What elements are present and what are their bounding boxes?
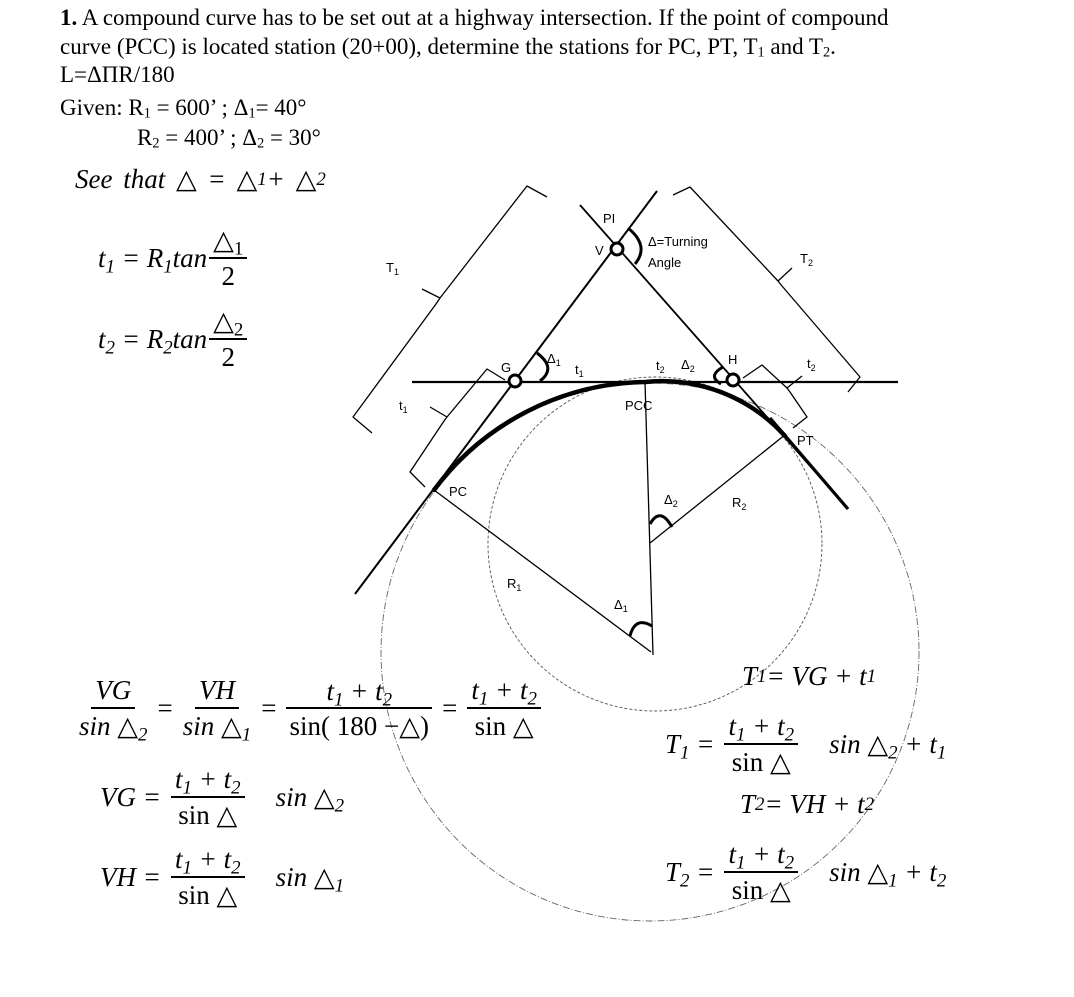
text: + t bbox=[745, 839, 785, 869]
text: = 40° bbox=[255, 95, 307, 120]
t1-lhs bbox=[98, 242, 208, 278]
text: Δ bbox=[681, 357, 690, 372]
label-t1-left bbox=[399, 398, 408, 415]
text: t bbox=[98, 323, 106, 354]
text: T bbox=[740, 789, 756, 819]
text: = bbox=[689, 856, 715, 887]
T1-tail bbox=[829, 728, 947, 764]
node-G bbox=[509, 375, 521, 387]
label-PI: PI bbox=[603, 211, 616, 226]
subscript: 2 bbox=[807, 258, 813, 268]
text: t bbox=[174, 844, 183, 874]
text: t bbox=[174, 764, 183, 794]
text: = bbox=[689, 728, 715, 759]
t2-lhs bbox=[98, 323, 208, 359]
subscript: 1 bbox=[393, 267, 399, 277]
arc-length-formula: L=ΔΠR/180 bbox=[60, 62, 175, 87]
numerator bbox=[724, 838, 798, 873]
T1-expression bbox=[665, 710, 946, 779]
problem-number: 1. bbox=[60, 5, 78, 30]
subscript: 2 bbox=[257, 135, 265, 152]
text: tan bbox=[172, 323, 208, 354]
T2-lhs bbox=[665, 856, 715, 892]
denominator: sin △ bbox=[731, 875, 791, 906]
subscript: 2 bbox=[689, 364, 695, 374]
label-V: V bbox=[595, 243, 604, 258]
bracket-T1 bbox=[353, 186, 547, 433]
text: and T bbox=[764, 34, 824, 59]
subscript: 1 bbox=[680, 742, 690, 764]
subscript: 1 bbox=[888, 870, 898, 892]
text: See that △ = △ bbox=[75, 164, 258, 194]
vh-equation bbox=[100, 843, 344, 912]
text: Given: R bbox=[60, 95, 144, 120]
radius-to-pcc bbox=[645, 382, 653, 655]
denominator: sin △ bbox=[178, 880, 238, 911]
equals-sign: = bbox=[442, 692, 458, 723]
subscript: 2 bbox=[936, 870, 947, 892]
label-delta1-at-G bbox=[547, 351, 561, 368]
text: = 400’ ; Δ bbox=[159, 125, 258, 150]
subscript: 2 bbox=[888, 742, 898, 764]
text: = 600’ ; Δ bbox=[150, 95, 249, 120]
vg-lhs: VG = bbox=[100, 781, 161, 812]
subscript: 2 bbox=[823, 44, 831, 61]
see-that-equation: See that △ = △ 1 + △ 2 bbox=[75, 164, 326, 194]
label-delta2-center bbox=[664, 492, 678, 509]
vg-equation bbox=[100, 763, 344, 832]
turning-angle-arc bbox=[628, 228, 641, 264]
label-PCC: PCC bbox=[625, 398, 653, 413]
subscript: 2 bbox=[527, 688, 537, 710]
text: R bbox=[507, 576, 517, 591]
text: T bbox=[665, 728, 681, 759]
compound-curve bbox=[434, 381, 785, 490]
text: sin △ bbox=[275, 781, 335, 812]
subscript: 1 bbox=[143, 105, 151, 122]
subscript: 1 bbox=[478, 688, 489, 710]
subscript: 1 bbox=[333, 689, 344, 711]
text: = R bbox=[114, 242, 164, 273]
text: t bbox=[326, 675, 334, 706]
text: t bbox=[728, 839, 736, 869]
label-T1 bbox=[386, 260, 399, 277]
fraction-sum-over-sin-delta bbox=[467, 674, 541, 743]
numerator bbox=[724, 710, 798, 745]
subscript: 2 bbox=[659, 365, 665, 375]
text: T bbox=[665, 856, 681, 887]
subscript: 1 bbox=[735, 852, 746, 874]
vg-multiplier bbox=[275, 781, 345, 817]
text: + t bbox=[745, 711, 785, 741]
node-H bbox=[727, 374, 739, 386]
label-T2 bbox=[800, 251, 813, 268]
text: sin △ bbox=[829, 728, 889, 759]
text: △ bbox=[213, 225, 234, 255]
label-turning-angle: Δ=Turning bbox=[648, 234, 708, 249]
text: t bbox=[575, 362, 579, 377]
subscript: 2 bbox=[784, 852, 795, 874]
fraction bbox=[209, 224, 247, 293]
numerator bbox=[467, 674, 541, 709]
denominator bbox=[182, 709, 252, 747]
denominator: sin △ bbox=[474, 711, 534, 742]
subscript: 2 bbox=[741, 502, 747, 512]
subscript: 2 bbox=[680, 870, 690, 892]
subscript: 2 bbox=[784, 724, 795, 746]
text: + t bbox=[897, 856, 937, 887]
fraction-vh-over-sin-delta1 bbox=[182, 674, 252, 747]
subscript: 2 bbox=[334, 795, 345, 817]
text: T bbox=[386, 260, 394, 275]
fraction-sum-over-sin-180-minus-delta bbox=[286, 675, 432, 743]
node-V bbox=[611, 243, 623, 255]
text: = R bbox=[114, 323, 164, 354]
text: = 30° bbox=[264, 125, 321, 150]
label-PT: PT bbox=[797, 433, 814, 448]
text: t bbox=[728, 711, 736, 741]
text: tan bbox=[172, 242, 208, 273]
text: T bbox=[800, 251, 808, 266]
text: + t bbox=[191, 764, 232, 794]
denominator: sin △ bbox=[731, 747, 791, 778]
equals-sign: = bbox=[261, 692, 277, 723]
text: T bbox=[742, 661, 758, 691]
fraction-vg-over-sin-delta2 bbox=[79, 674, 148, 747]
label-R1 bbox=[507, 576, 521, 593]
angle-arc-delta2-center bbox=[650, 516, 672, 527]
subscript: 1 bbox=[248, 105, 256, 122]
text: = VG + t bbox=[766, 661, 867, 691]
subscript: 1 bbox=[182, 777, 192, 799]
label-delta1-center bbox=[614, 597, 628, 614]
text: sin △ bbox=[182, 711, 242, 742]
subscript: 2 bbox=[163, 337, 173, 359]
T2-definition: T 2 = VH + t 2 bbox=[740, 789, 875, 819]
text: t bbox=[656, 358, 660, 373]
subscript: 1 bbox=[735, 724, 746, 746]
t1-equation bbox=[98, 224, 252, 293]
denominator: 2 bbox=[221, 261, 236, 292]
label-H: H bbox=[728, 352, 738, 367]
fraction bbox=[171, 843, 245, 912]
fraction bbox=[724, 710, 798, 779]
subscript: 1 bbox=[402, 405, 408, 415]
fraction bbox=[724, 838, 798, 907]
numerator bbox=[209, 224, 247, 259]
subscript: 1 bbox=[241, 725, 252, 747]
T1-definition: T 1 = VG + t 1 bbox=[742, 661, 877, 691]
text: Δ bbox=[664, 492, 673, 507]
subscript: 2 bbox=[382, 689, 393, 711]
text: + t bbox=[897, 728, 937, 759]
subscript: 2 bbox=[810, 363, 816, 373]
label-PC: PC bbox=[449, 484, 468, 499]
text: + t bbox=[191, 844, 232, 874]
label-delta2-at-H bbox=[681, 357, 695, 374]
label-t2-near-PCC bbox=[656, 358, 665, 375]
bracket-t1 bbox=[410, 369, 505, 487]
T2-tail bbox=[829, 856, 947, 892]
text: + t bbox=[488, 675, 528, 705]
problem-text: A compound curve has to be set out at a highway intersection. If the point of compound bbox=[77, 5, 889, 30]
denominator: 2 bbox=[221, 342, 236, 373]
T2-expression bbox=[665, 838, 946, 907]
subscript: 2 bbox=[105, 337, 115, 359]
label-t2-right bbox=[807, 356, 816, 373]
text: sin △ bbox=[79, 711, 139, 742]
subscript: 1 bbox=[578, 369, 584, 379]
subscript: 2 bbox=[672, 499, 678, 509]
equals-sign: = bbox=[157, 692, 173, 723]
subscript: 1 bbox=[622, 604, 628, 614]
numerator bbox=[209, 305, 247, 340]
text: Δ bbox=[547, 351, 556, 366]
fraction bbox=[209, 305, 247, 374]
label-G: G bbox=[501, 360, 512, 375]
subscript: 2 bbox=[231, 857, 241, 879]
numerator bbox=[171, 763, 245, 798]
bracket-T2 bbox=[673, 187, 860, 392]
text: t bbox=[399, 398, 403, 413]
subscript: 1 bbox=[163, 256, 173, 278]
subscript: 1 bbox=[182, 857, 192, 879]
subscript: 1 bbox=[233, 238, 244, 260]
text: Δ bbox=[614, 597, 623, 612]
numerator: VG bbox=[91, 674, 135, 709]
text: + t bbox=[343, 675, 383, 706]
text: curve (PCC) is located station (20+00), determine the stations for PC, PT, T bbox=[60, 34, 758, 59]
subscript: 2 bbox=[152, 135, 160, 152]
denominator: sin( 180 −△) bbox=[289, 710, 429, 741]
label-turning-angle-2: Angle bbox=[648, 255, 682, 270]
subscript: 1 bbox=[516, 583, 522, 593]
bracket-t2 bbox=[743, 365, 807, 428]
numerator: VH bbox=[195, 674, 239, 709]
numerator bbox=[286, 675, 432, 709]
subscript: 2 bbox=[231, 777, 241, 799]
numerator bbox=[171, 843, 245, 878]
text: t bbox=[98, 242, 106, 273]
law-of-sines-equation bbox=[74, 674, 546, 747]
subscript: 1 bbox=[757, 44, 765, 61]
text: sin △ bbox=[275, 861, 335, 892]
fraction bbox=[171, 763, 245, 832]
text: R bbox=[137, 125, 153, 150]
label-t1-near-G bbox=[575, 362, 584, 379]
text: + △ bbox=[266, 164, 317, 194]
text: t bbox=[471, 675, 479, 705]
subscript: 1 bbox=[555, 358, 561, 368]
label-R2 bbox=[732, 495, 746, 512]
denominator: sin △ bbox=[178, 800, 238, 831]
text: = VH + t bbox=[764, 789, 865, 819]
text: R bbox=[732, 495, 742, 510]
denominator bbox=[79, 709, 148, 747]
radius-r1-to-pc bbox=[434, 490, 651, 652]
text: t bbox=[807, 356, 811, 371]
subscript: 1 bbox=[334, 875, 345, 897]
text: △ bbox=[213, 306, 234, 336]
subscript: 1 bbox=[105, 256, 115, 278]
subscript: 2 bbox=[138, 725, 148, 747]
vh-multiplier bbox=[275, 861, 345, 897]
t2-equation bbox=[98, 305, 252, 374]
subscript: 2 bbox=[233, 319, 244, 341]
text: sin △ bbox=[829, 856, 889, 887]
T1-lhs bbox=[665, 728, 715, 764]
angle-arc-delta1-center bbox=[630, 623, 652, 636]
text: . bbox=[830, 34, 836, 59]
subscript: 1 bbox=[936, 742, 947, 764]
vh-lhs: VH = bbox=[100, 861, 161, 892]
